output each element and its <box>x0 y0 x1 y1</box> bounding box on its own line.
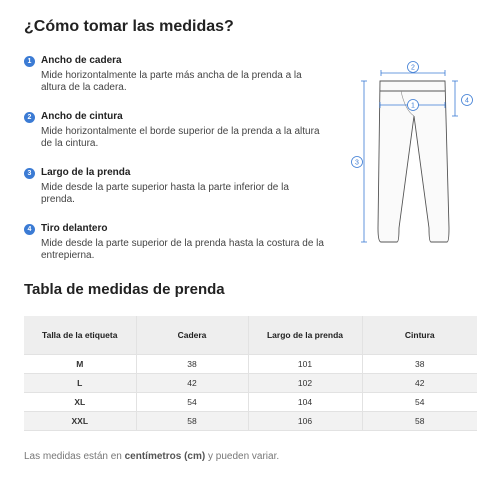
size-label-cell: XXL <box>24 411 136 430</box>
size-label-cell: XL <box>24 392 136 411</box>
measure-marker-1 <box>408 100 419 111</box>
column-header-size: Talla de la etiqueta <box>24 316 136 354</box>
step-number-badge: 2 <box>24 112 35 123</box>
step-title: Largo de la prenda <box>41 167 131 178</box>
waist-cell: 38 <box>362 354 477 373</box>
step-number-badge: 1 <box>24 56 35 67</box>
waist-cell: 58 <box>362 411 477 430</box>
hip-cell: 58 <box>136 411 248 430</box>
measure-marker-3 <box>352 157 363 168</box>
step-description: Mide horizontalmente el borde superior de la prenda a la altura de la cintura. <box>41 126 320 149</box>
size-table-title: Tabla de medidas de prenda <box>24 281 225 298</box>
size-label-cell: M <box>24 354 136 373</box>
waist-cell: 42 <box>362 373 477 392</box>
svg-text:4: 4 <box>465 97 469 105</box>
step-title: Ancho de cintura <box>41 111 123 122</box>
table-row <box>24 392 477 411</box>
note-prefix: Las medidas están en <box>24 451 125 462</box>
pants-measurement-diagram <box>345 58 475 248</box>
step-number-badge: 4 <box>24 224 35 235</box>
page-title: ¿Cómo tomar las medidas? <box>24 18 234 35</box>
step-description: Mide desde la parte superior hasta la parte inferior de la prenda. <box>41 182 289 205</box>
step-waist-width <box>24 111 324 167</box>
step-number-badge: 3 <box>24 168 35 179</box>
size-table <box>24 316 477 431</box>
step-description: Mide horizontalmente la parte más ancha de la prenda a la altura de la cadera. <box>41 70 302 93</box>
measure-marker-4 <box>462 95 473 106</box>
units-note <box>24 451 279 462</box>
step-title: Ancho de cadera <box>41 55 122 66</box>
step-hip-width <box>24 55 324 111</box>
svg-text:1: 1 <box>411 102 415 110</box>
step-front-rise <box>24 223 324 279</box>
waist-cell: 54 <box>362 392 477 411</box>
hip-cell: 42 <box>136 373 248 392</box>
column-header-waist: Cintura <box>362 316 477 354</box>
note-suffix: y pueden variar. <box>205 451 280 462</box>
column-header-length: Largo de la prenda <box>248 316 362 354</box>
measurement-steps <box>24 55 324 279</box>
step-title: Tiro delantero <box>41 223 108 234</box>
table-row <box>24 411 477 430</box>
table-row <box>24 373 477 392</box>
hip-cell: 54 <box>136 392 248 411</box>
length-cell: 101 <box>248 354 362 373</box>
size-label-cell: L <box>24 373 136 392</box>
length-cell: 102 <box>248 373 362 392</box>
length-cell: 104 <box>248 392 362 411</box>
svg-text:3: 3 <box>355 159 359 167</box>
step-garment-length <box>24 167 324 223</box>
svg-text:2: 2 <box>411 64 415 72</box>
table-row <box>24 354 477 373</box>
step-description: Mide desde la parte superior de la prenda hasta la costura de la entrepierna. <box>41 238 324 261</box>
measure-marker-2 <box>408 62 419 73</box>
table-header-row <box>24 316 477 354</box>
note-units: centímetros (cm) <box>124 451 206 462</box>
hip-cell: 38 <box>136 354 248 373</box>
column-header-hip: Cadera <box>136 316 248 354</box>
length-cell: 106 <box>248 411 362 430</box>
